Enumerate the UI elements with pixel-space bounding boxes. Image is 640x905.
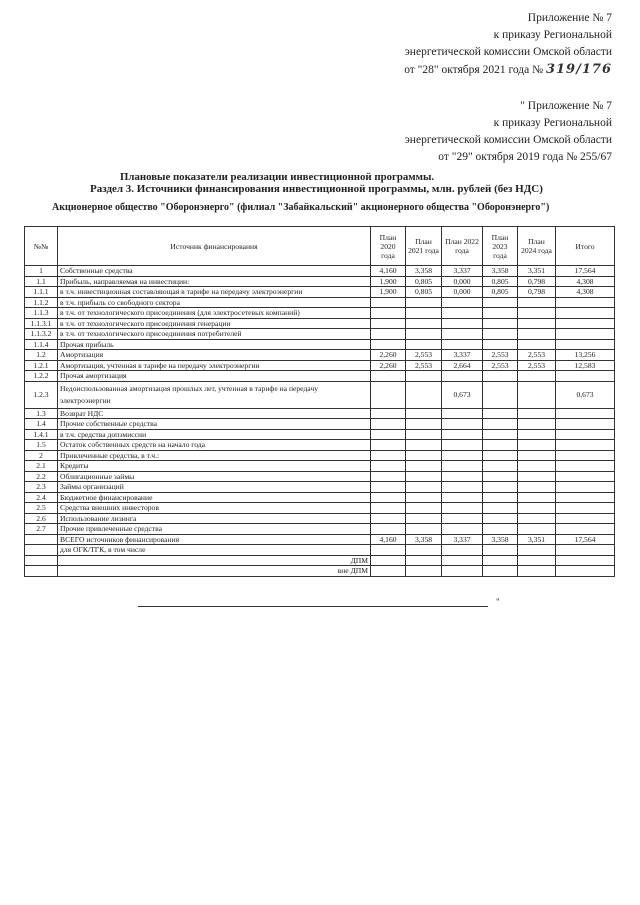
- row-value: 4,160: [371, 534, 406, 545]
- row-value: [518, 339, 556, 350]
- row-value: [483, 471, 518, 482]
- row-value: [483, 566, 518, 577]
- row-source: Амортизация, учтенная в тарифе на передачу электроэнергии: [58, 360, 371, 371]
- row-value: [406, 318, 442, 329]
- row-total: [556, 440, 615, 451]
- row-value: [371, 450, 406, 461]
- row-value: 3,351: [518, 534, 556, 545]
- row-value: [483, 555, 518, 566]
- row-value: [483, 461, 518, 472]
- row-value: [518, 471, 556, 482]
- row-value: [518, 440, 556, 451]
- previous-approval-header: [405, 98, 612, 166]
- row-code: 1.3: [25, 408, 58, 419]
- row-value: [483, 429, 518, 440]
- table-row: [25, 381, 615, 408]
- row-value: [406, 429, 442, 440]
- row-value: [518, 555, 556, 566]
- row-code: 2.1: [25, 461, 58, 472]
- row-source: Использование лизинга: [58, 513, 371, 524]
- row-total: [556, 339, 615, 350]
- row-value: [442, 471, 483, 482]
- row-value: [406, 461, 442, 472]
- row-value: [442, 503, 483, 514]
- table-row: [25, 524, 615, 535]
- row-value: [406, 329, 442, 340]
- row-value: [518, 566, 556, 577]
- row-source: Собственные средства: [58, 266, 371, 277]
- prev-commission-name: энергетической комиссии Омской области: [404, 134, 612, 146]
- row-value: 1,900: [371, 287, 406, 298]
- row-source: Амортизация: [58, 350, 371, 361]
- table-row: [25, 534, 615, 545]
- row-value: [371, 329, 406, 340]
- row-total: [556, 461, 615, 472]
- row-value: [406, 471, 442, 482]
- row-value: [518, 419, 556, 430]
- row-code: 1.2.3: [25, 381, 58, 408]
- row-code: [25, 555, 58, 566]
- row-value: [483, 503, 518, 514]
- row-code: 1: [25, 266, 58, 277]
- table-row: [25, 450, 615, 461]
- row-value: 2,260: [371, 350, 406, 361]
- row-value: [518, 492, 556, 503]
- row-source: Прочие привлеченные средства: [58, 524, 371, 535]
- row-source: для ОГК/ТГК, в том числе: [58, 545, 371, 556]
- row-total: [556, 371, 615, 382]
- table-row: [25, 329, 615, 340]
- row-value: [371, 308, 406, 319]
- row-value: [483, 513, 518, 524]
- table-row: [25, 461, 615, 472]
- row-value: [406, 440, 442, 451]
- row-source: в т.ч. прибыль со свободного сектора: [58, 297, 371, 308]
- row-value: [406, 408, 442, 419]
- row-value: [483, 408, 518, 419]
- row-source: Бюджетное финансирование: [58, 492, 371, 503]
- header-plan-2021: План 2021 года: [406, 227, 442, 266]
- table-row: [25, 555, 615, 566]
- row-value: [371, 371, 406, 382]
- table-row: [25, 297, 615, 308]
- row-value: [406, 381, 442, 408]
- row-value: [371, 524, 406, 535]
- row-value: 0,798: [518, 287, 556, 298]
- row-code: 1.1.3: [25, 308, 58, 319]
- row-source: Облигационные займы: [58, 471, 371, 482]
- row-value: [406, 371, 442, 382]
- row-value: 2,553: [483, 360, 518, 371]
- row-value: [371, 566, 406, 577]
- row-value: [518, 329, 556, 340]
- row-source: Кредиты: [58, 461, 371, 472]
- row-value: [518, 408, 556, 419]
- row-value: 2,553: [483, 350, 518, 361]
- row-value: [442, 419, 483, 430]
- row-code: 1.2.1: [25, 360, 58, 371]
- row-source: в т.ч. от технологического присоединения генерации: [58, 318, 371, 329]
- row-value: [371, 419, 406, 430]
- row-value: 0,000: [442, 276, 483, 287]
- table-row: [25, 503, 615, 514]
- row-value: [406, 545, 442, 556]
- row-value: [406, 524, 442, 535]
- row-value: [518, 545, 556, 556]
- row-value: 2,553: [518, 350, 556, 361]
- row-value: [483, 381, 518, 408]
- row-value: [406, 450, 442, 461]
- footer-line: [138, 606, 488, 607]
- table-row: [25, 339, 615, 350]
- row-value: [371, 471, 406, 482]
- row-total: [556, 503, 615, 514]
- row-value: [442, 329, 483, 340]
- row-value: 3,358: [406, 534, 442, 545]
- row-source: Прочая амортизация: [58, 371, 371, 382]
- row-value: [518, 524, 556, 535]
- row-value: [442, 450, 483, 461]
- table-row: [25, 429, 615, 440]
- document-title: Плановые показатели реализации инвестиционной программы.: [120, 171, 435, 183]
- row-code: 1.1.3.2: [25, 329, 58, 340]
- row-value: [483, 329, 518, 340]
- row-value: [442, 566, 483, 577]
- row-total: [556, 318, 615, 329]
- prev-appendix-number: " Приложение № 7: [520, 100, 612, 112]
- row-total: [556, 329, 615, 340]
- row-source: вне ДПМ: [58, 566, 371, 577]
- row-value: 0,805: [483, 276, 518, 287]
- row-code: [25, 545, 58, 556]
- row-value: [442, 371, 483, 382]
- row-value: [371, 461, 406, 472]
- row-total: [556, 524, 615, 535]
- row-code: 2.2: [25, 471, 58, 482]
- row-value: [442, 524, 483, 535]
- row-value: [442, 492, 483, 503]
- table-row: [25, 408, 615, 419]
- row-value: [406, 297, 442, 308]
- row-value: [483, 450, 518, 461]
- order-date-line: [404, 61, 612, 79]
- section-title: Раздел 3. Источники финансирования инвестиционной программы, млн. рублей (без НДС): [90, 183, 543, 195]
- row-value: [518, 308, 556, 319]
- row-value: [483, 492, 518, 503]
- row-code: 1.1.2: [25, 297, 58, 308]
- row-total: [556, 482, 615, 493]
- order-date: от "28" октября 2021 года №: [404, 64, 544, 76]
- row-value: [371, 318, 406, 329]
- row-code: 1.1.1: [25, 287, 58, 298]
- row-value: [483, 318, 518, 329]
- row-value: [483, 339, 518, 350]
- row-source: Прочая прибыль: [58, 339, 371, 350]
- row-source: Прочие собственные средства: [58, 419, 371, 430]
- row-total: [556, 297, 615, 308]
- table-row: [25, 276, 615, 287]
- row-value: 3,337: [442, 266, 483, 277]
- table-row: [25, 419, 615, 430]
- row-value: [483, 524, 518, 535]
- row-source: в т.ч. средства допэмиссии: [58, 429, 371, 440]
- row-total: [556, 450, 615, 461]
- row-value: [442, 545, 483, 556]
- row-value: [442, 482, 483, 493]
- row-total: [556, 419, 615, 430]
- table-row: [25, 371, 615, 382]
- approval-header: [404, 10, 612, 79]
- row-value: [371, 513, 406, 524]
- commission-name: энергетической комиссии Омской области: [404, 46, 612, 58]
- appendix-number: Приложение № 7: [527, 12, 612, 24]
- row-total: [556, 566, 615, 577]
- row-value: [371, 440, 406, 451]
- row-value: [371, 339, 406, 350]
- footer-closing-quote: ": [496, 597, 500, 607]
- row-code: 1.5: [25, 440, 58, 451]
- row-code: [25, 534, 58, 545]
- row-total: 4,308: [556, 276, 615, 287]
- row-value: [518, 450, 556, 461]
- row-value: [442, 440, 483, 451]
- row-value: 3,358: [483, 534, 518, 545]
- table-row: [25, 318, 615, 329]
- row-code: 2.5: [25, 503, 58, 514]
- row-total: [556, 555, 615, 566]
- row-value: [406, 339, 442, 350]
- header-source: Источник финансирования: [58, 227, 371, 266]
- order-reference: к приказу Региональной: [493, 29, 612, 41]
- row-value: 3,351: [518, 266, 556, 277]
- row-value: 0,805: [406, 287, 442, 298]
- table-row: [25, 266, 615, 277]
- row-value: [406, 566, 442, 577]
- row-value: [371, 297, 406, 308]
- table-row: [25, 566, 615, 577]
- row-value: [442, 308, 483, 319]
- row-value: [406, 419, 442, 430]
- row-source: ДПМ: [58, 555, 371, 566]
- row-value: [518, 381, 556, 408]
- table-row: [25, 513, 615, 524]
- row-value: 0,673: [442, 381, 483, 408]
- header-number: №№: [25, 227, 58, 266]
- row-source: Займы организаций: [58, 482, 371, 493]
- row-value: 4,160: [371, 266, 406, 277]
- row-value: [442, 513, 483, 524]
- row-value: [371, 503, 406, 514]
- row-total: 17,564: [556, 534, 615, 545]
- table-row: [25, 482, 615, 493]
- row-code: 1.2: [25, 350, 58, 361]
- row-value: [371, 545, 406, 556]
- table-row: [25, 440, 615, 451]
- row-code: 1.4.1: [25, 429, 58, 440]
- row-value: [518, 429, 556, 440]
- row-value: 3,358: [406, 266, 442, 277]
- row-total: [556, 471, 615, 482]
- row-code: 1.1.3.1: [25, 318, 58, 329]
- row-value: [483, 545, 518, 556]
- row-value: [442, 555, 483, 566]
- row-value: [518, 461, 556, 472]
- row-value: [518, 503, 556, 514]
- row-value: [518, 482, 556, 493]
- financing-table: [24, 226, 615, 577]
- table-row: [25, 287, 615, 298]
- row-code: 1.4: [25, 419, 58, 430]
- header-plan-2022: План 2022 года: [442, 227, 483, 266]
- table-row: [25, 308, 615, 319]
- row-value: [406, 503, 442, 514]
- row-value: [483, 440, 518, 451]
- row-value: 0,798: [518, 276, 556, 287]
- row-value: [371, 555, 406, 566]
- row-value: [518, 371, 556, 382]
- row-source: Средства внешних инвесторов: [58, 503, 371, 514]
- row-total: [556, 408, 615, 419]
- row-source: в т.ч. от технологического присоединения (для электросетевых компаний): [58, 308, 371, 319]
- row-code: 1.1.4: [25, 339, 58, 350]
- row-value: [371, 492, 406, 503]
- row-value: 0,805: [406, 276, 442, 287]
- row-value: [518, 318, 556, 329]
- row-value: 2,553: [406, 360, 442, 371]
- row-value: [442, 297, 483, 308]
- row-value: 0,000: [442, 287, 483, 298]
- header-total: Итого: [556, 227, 615, 266]
- row-value: [483, 297, 518, 308]
- table-row: [25, 360, 615, 371]
- row-value: 2,260: [371, 360, 406, 371]
- row-source: Привлеченные средства, в т.ч.:: [58, 450, 371, 461]
- row-value: [442, 429, 483, 440]
- row-value: [406, 308, 442, 319]
- handwritten-order-number: 319/176: [545, 62, 612, 77]
- row-code: [25, 566, 58, 577]
- row-value: [406, 513, 442, 524]
- row-source: Остаток собственных средств на начало года: [58, 440, 371, 451]
- table-row: [25, 492, 615, 503]
- row-value: 1,900: [371, 276, 406, 287]
- row-code: 2: [25, 450, 58, 461]
- row-code: 1.2.2: [25, 371, 58, 382]
- row-value: [406, 555, 442, 566]
- row-value: [406, 492, 442, 503]
- row-value: [483, 371, 518, 382]
- table-row: [25, 471, 615, 482]
- header-plan-2023: План 2023 года: [483, 227, 518, 266]
- row-value: [483, 419, 518, 430]
- row-value: [371, 408, 406, 419]
- header-plan-2020: План 2020 года: [371, 227, 406, 266]
- row-value: [442, 408, 483, 419]
- row-source: Недоиспользованная амортизация прошлых лет, учтенная в тарифе на передачу электроэнергии: [58, 381, 371, 408]
- header-plan-2024: План 2024 года: [518, 227, 556, 266]
- row-value: [442, 339, 483, 350]
- row-code: 1.1: [25, 276, 58, 287]
- row-total: 4,308: [556, 287, 615, 298]
- row-code: 2.3: [25, 482, 58, 493]
- company-title: Акционерное общество "Оборонэнерго" (филиал "Забайкальский" акционерного общества "Оборонэнерго"): [52, 202, 550, 213]
- row-value: [518, 513, 556, 524]
- row-total: [556, 492, 615, 503]
- row-value: 2,553: [518, 360, 556, 371]
- row-code: 2.6: [25, 513, 58, 524]
- row-value: 3,358: [483, 266, 518, 277]
- row-total: [556, 429, 615, 440]
- row-value: 0,805: [483, 287, 518, 298]
- prev-order-date: от "29" октября 2019 года № 255/67: [438, 151, 612, 163]
- row-value: 3,337: [442, 350, 483, 361]
- row-total: 0,673: [556, 381, 615, 408]
- prev-order-reference: к приказу Региональной: [493, 117, 612, 129]
- row-value: 3,337: [442, 534, 483, 545]
- row-value: 2,553: [406, 350, 442, 361]
- row-value: [483, 308, 518, 319]
- row-value: [371, 482, 406, 493]
- row-code: 2.4: [25, 492, 58, 503]
- row-source: Прибыль, направляемая на инвестиции:: [58, 276, 371, 287]
- row-value: [371, 429, 406, 440]
- table-row: [25, 545, 615, 556]
- row-value: [371, 381, 406, 408]
- row-source: ВСЕГО источников финансирования: [58, 534, 371, 545]
- row-total: [556, 308, 615, 319]
- row-total: 13,256: [556, 350, 615, 361]
- row-source: в т.ч. от технологического присоединения потребителей: [58, 329, 371, 340]
- row-value: [442, 461, 483, 472]
- row-value: [406, 482, 442, 493]
- row-value: [442, 318, 483, 329]
- row-code: 2.7: [25, 524, 58, 535]
- row-value: [483, 482, 518, 493]
- row-value: [518, 297, 556, 308]
- row-value: 2,664: [442, 360, 483, 371]
- table-header-row: [25, 227, 615, 266]
- row-total: [556, 545, 615, 556]
- row-source: Возврат НДС: [58, 408, 371, 419]
- row-total: [556, 513, 615, 524]
- row-total: 12,583: [556, 360, 615, 371]
- row-total: 17,564: [556, 266, 615, 277]
- table-row: [25, 350, 615, 361]
- row-source: в т.ч. инвестиционная составляющая в тарифе на передачу электроэнергии: [58, 287, 371, 298]
